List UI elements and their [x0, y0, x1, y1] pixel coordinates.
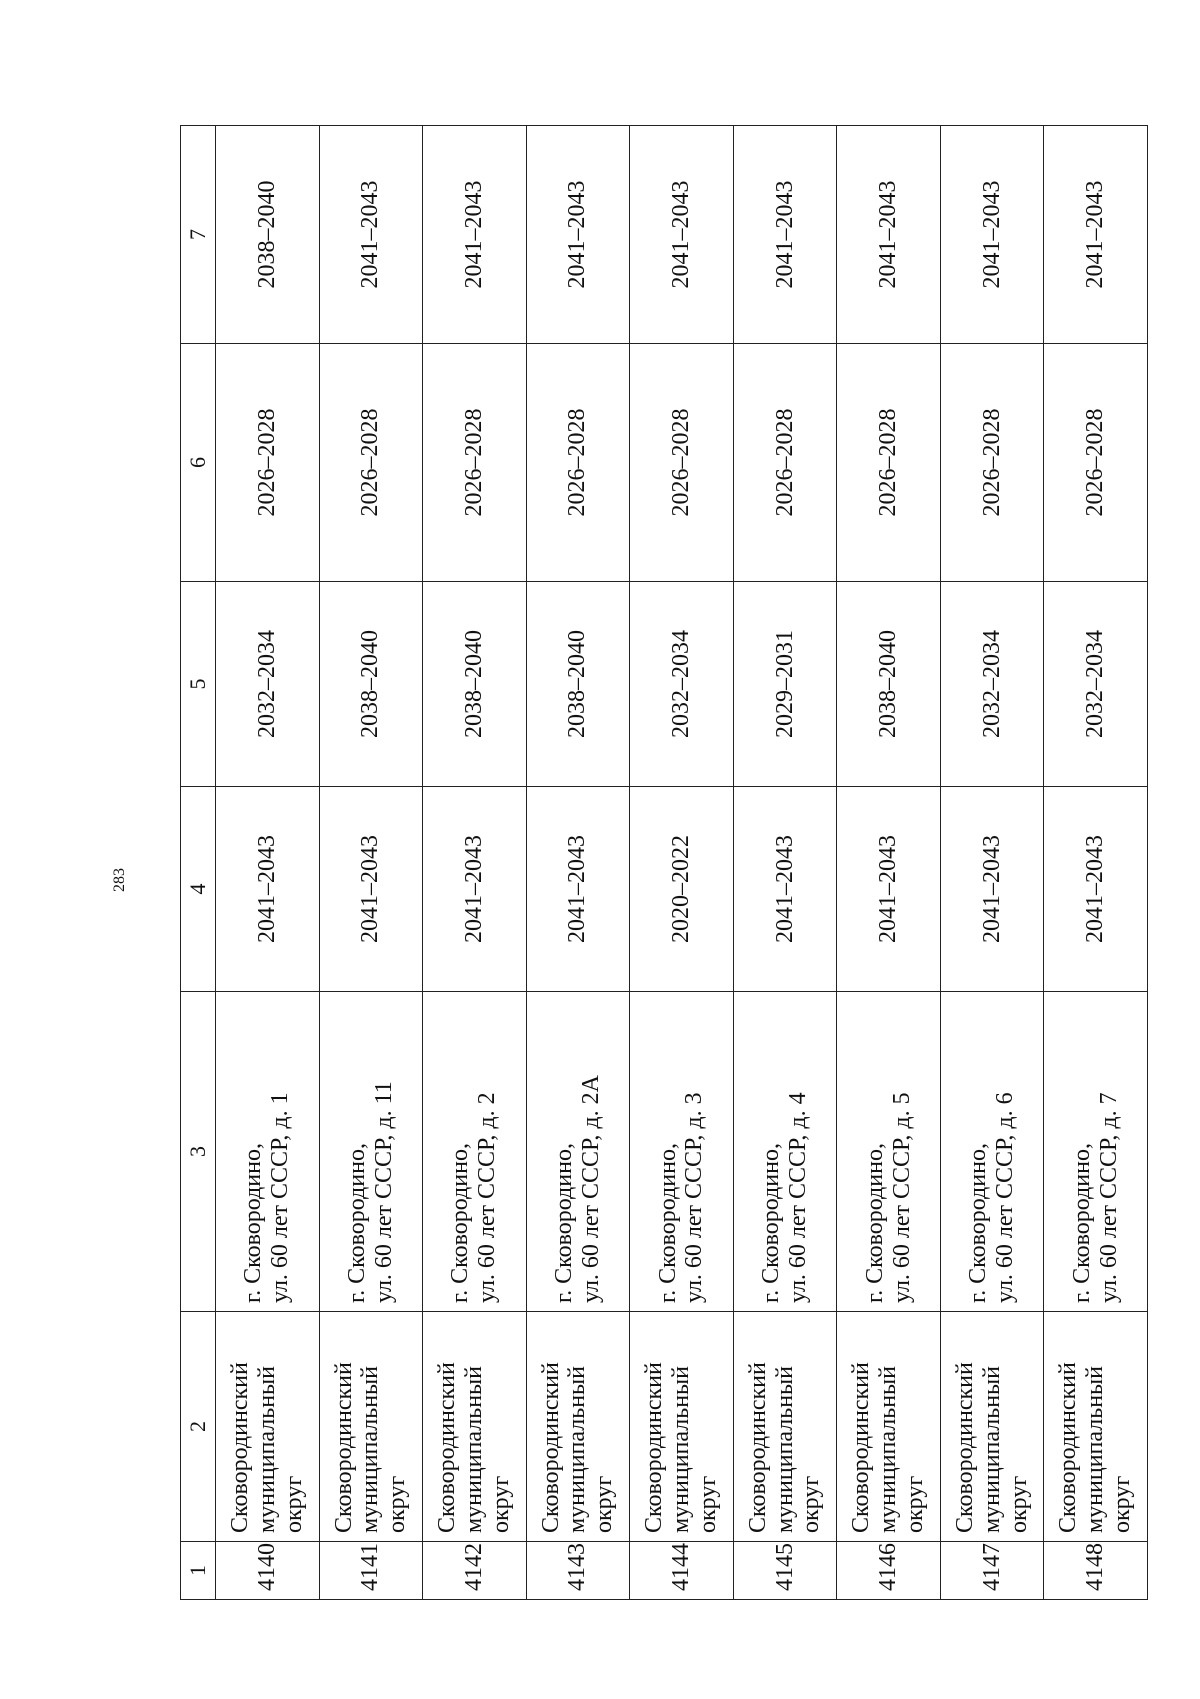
- period-cell-col7: 2041–2043: [837, 126, 941, 344]
- address-line: г. Сковородино,: [447, 1143, 474, 1303]
- period-cell-col5: 2038–2040: [319, 582, 423, 787]
- address-line: г. Сковородино,: [240, 1143, 267, 1303]
- address-cell: [319, 992, 423, 1312]
- period-cell-col4: 2041–2043: [733, 787, 837, 992]
- address-cell: [733, 992, 837, 1312]
- address-cell: [1044, 992, 1148, 1312]
- header-row: [181, 126, 216, 1600]
- column-header-7: 7: [181, 126, 216, 344]
- address-line: ул. 60 лет СССР, д. 1: [267, 1092, 294, 1303]
- period-cell-col6: 2026–2028: [423, 344, 527, 582]
- table-body: [216, 126, 1148, 1600]
- table-row: [940, 126, 1044, 1600]
- district-line: Сковородинский: [1055, 1362, 1082, 1533]
- period-cell-col6: 2026–2028: [940, 344, 1044, 582]
- period-cell-col5: 2038–2040: [526, 582, 630, 787]
- schedule-table: [180, 125, 1148, 1600]
- row-number-cell: 4148: [1044, 1542, 1148, 1600]
- district-line: Сковородинский: [641, 1362, 668, 1533]
- period-cell-col5: 2029–2031: [733, 582, 837, 787]
- district-cell: [216, 1312, 320, 1542]
- table-row: [837, 126, 941, 1600]
- period-cell-col4: 2020–2022: [630, 787, 734, 992]
- address-cell: [630, 992, 734, 1312]
- row-number-cell: 4142: [423, 1542, 527, 1600]
- address-cell: [526, 992, 630, 1312]
- district-cell: [940, 1312, 1044, 1542]
- period-cell-col7: 2041–2043: [319, 126, 423, 344]
- district-line: Сковородинский: [226, 1362, 253, 1533]
- district-line: округ: [798, 1475, 825, 1533]
- district-line: округ: [1109, 1475, 1136, 1533]
- district-line: муниципальный: [1082, 1365, 1109, 1533]
- table-header: [181, 126, 216, 1600]
- period-cell-col5: 2032–2034: [630, 582, 734, 787]
- table-row: [630, 126, 734, 1600]
- district-line: муниципальный: [771, 1365, 798, 1533]
- district-line: муниципальный: [875, 1365, 902, 1533]
- address-line: ул. 60 лет СССР, д. 6: [992, 1092, 1019, 1303]
- address-line: г. Сковородино,: [343, 1143, 370, 1303]
- column-header-5: 5: [181, 582, 216, 787]
- district-line: округ: [591, 1475, 618, 1533]
- row-number-cell: 4146: [837, 1542, 941, 1600]
- district-line: округ: [384, 1475, 411, 1533]
- address-cell: [216, 992, 320, 1312]
- district-cell: [837, 1312, 941, 1542]
- row-number-cell: 4147: [940, 1542, 1044, 1600]
- district-cell: [733, 1312, 837, 1542]
- district-line: Сковородинский: [434, 1362, 461, 1533]
- district-line: Сковородинский: [330, 1362, 357, 1533]
- period-cell-col6: 2026–2028: [837, 344, 941, 582]
- district-cell: [1044, 1312, 1148, 1542]
- period-cell-col7: 2041–2043: [733, 126, 837, 344]
- address-cell: [837, 992, 941, 1312]
- address-cell: [940, 992, 1044, 1312]
- page-number: 283: [111, 868, 128, 892]
- table-row: [1044, 126, 1148, 1600]
- row-number-cell: 4143: [526, 1542, 630, 1600]
- district-cell: [319, 1312, 423, 1542]
- period-cell-col7: 2038–2040: [216, 126, 320, 344]
- district-line: муниципальный: [564, 1365, 591, 1533]
- address-line: г. Сковородино,: [758, 1143, 785, 1303]
- table-row: [423, 126, 527, 1600]
- period-cell-col6: 2026–2028: [216, 344, 320, 582]
- period-cell-col7: 2041–2043: [526, 126, 630, 344]
- period-cell-col5: 2038–2040: [423, 582, 527, 787]
- district-line: округ: [1005, 1475, 1032, 1533]
- district-line: Сковородинский: [848, 1362, 875, 1533]
- row-number-cell: 4145: [733, 1542, 837, 1600]
- period-cell-col6: 2026–2028: [733, 344, 837, 582]
- district-cell: [630, 1312, 734, 1542]
- column-header-2: 2: [181, 1312, 216, 1542]
- address-line: ул. 60 лет СССР, д. 7: [1095, 1092, 1122, 1303]
- period-cell-col5: 2032–2034: [940, 582, 1044, 787]
- address-line: г. Сковородино,: [1068, 1143, 1095, 1303]
- address-cell: [423, 992, 527, 1312]
- district-line: муниципальный: [978, 1365, 1005, 1533]
- column-header-3: 3: [181, 992, 216, 1312]
- period-cell-col6: 2026–2028: [630, 344, 734, 582]
- address-line: ул. 60 лет СССР, д. 11: [370, 1081, 397, 1303]
- period-cell-col4: 2041–2043: [1044, 787, 1148, 992]
- table-row: [733, 126, 837, 1600]
- district-line: округ: [901, 1475, 928, 1533]
- column-header-6: 6: [181, 344, 216, 582]
- address-line: г. Сковородино,: [654, 1143, 681, 1303]
- address-line: г. Сковородино,: [965, 1143, 992, 1303]
- period-cell-col5: 2032–2034: [216, 582, 320, 787]
- address-line: ул. 60 лет СССР, д. 2А: [577, 1075, 604, 1303]
- district-line: Сковородинский: [951, 1362, 978, 1533]
- address-line: ул. 60 лет СССР, д. 2: [474, 1092, 501, 1303]
- period-cell-col5: 2032–2034: [1044, 582, 1148, 787]
- row-number-cell: 4141: [319, 1542, 423, 1600]
- address-line: ул. 60 лет СССР, д. 3: [681, 1092, 708, 1303]
- district-line: округ: [487, 1475, 514, 1533]
- period-cell-col7: 2041–2043: [423, 126, 527, 344]
- period-cell-col5: 2038–2040: [837, 582, 941, 787]
- district-line: муниципальный: [460, 1365, 487, 1533]
- period-cell-col4: 2041–2043: [423, 787, 527, 992]
- table-row: [319, 126, 423, 1600]
- address-line: ул. 60 лет СССР, д. 5: [888, 1092, 915, 1303]
- district-cell: [423, 1312, 527, 1542]
- period-cell-col4: 2041–2043: [216, 787, 320, 992]
- district-line: Сковородинский: [537, 1362, 564, 1533]
- period-cell-col4: 2041–2043: [837, 787, 941, 992]
- address-line: г. Сковородино,: [861, 1143, 888, 1303]
- period-cell-col7: 2041–2043: [630, 126, 734, 344]
- period-cell-col6: 2026–2028: [319, 344, 423, 582]
- address-line: ул. 60 лет СССР, д. 4: [785, 1092, 811, 1303]
- row-number-cell: 4140: [216, 1542, 320, 1600]
- table-row: [526, 126, 630, 1600]
- district-line: муниципальный: [357, 1365, 384, 1533]
- district-line: муниципальный: [253, 1365, 280, 1533]
- row-number-cell: 4144: [630, 1542, 734, 1600]
- column-header-1: 1: [181, 1542, 216, 1600]
- period-cell-col6: 2026–2028: [1044, 344, 1148, 582]
- period-cell-col4: 2041–2043: [940, 787, 1044, 992]
- column-header-4: 4: [181, 787, 216, 992]
- district-line: округ: [280, 1475, 307, 1533]
- period-cell-col7: 2041–2043: [1044, 126, 1148, 344]
- district-line: Сковородинский: [744, 1362, 771, 1533]
- period-cell-col7: 2041–2043: [940, 126, 1044, 344]
- district-line: муниципальный: [668, 1365, 695, 1533]
- table-container: [180, 126, 1148, 1600]
- period-cell-col4: 2041–2043: [526, 787, 630, 992]
- table-row: [216, 126, 320, 1600]
- period-cell-col6: 2026–2028: [526, 344, 630, 582]
- district-line: округ: [694, 1475, 721, 1533]
- district-cell: [526, 1312, 630, 1542]
- period-cell-col4: 2041–2043: [319, 787, 423, 992]
- address-line: г. Сковородино,: [551, 1143, 578, 1303]
